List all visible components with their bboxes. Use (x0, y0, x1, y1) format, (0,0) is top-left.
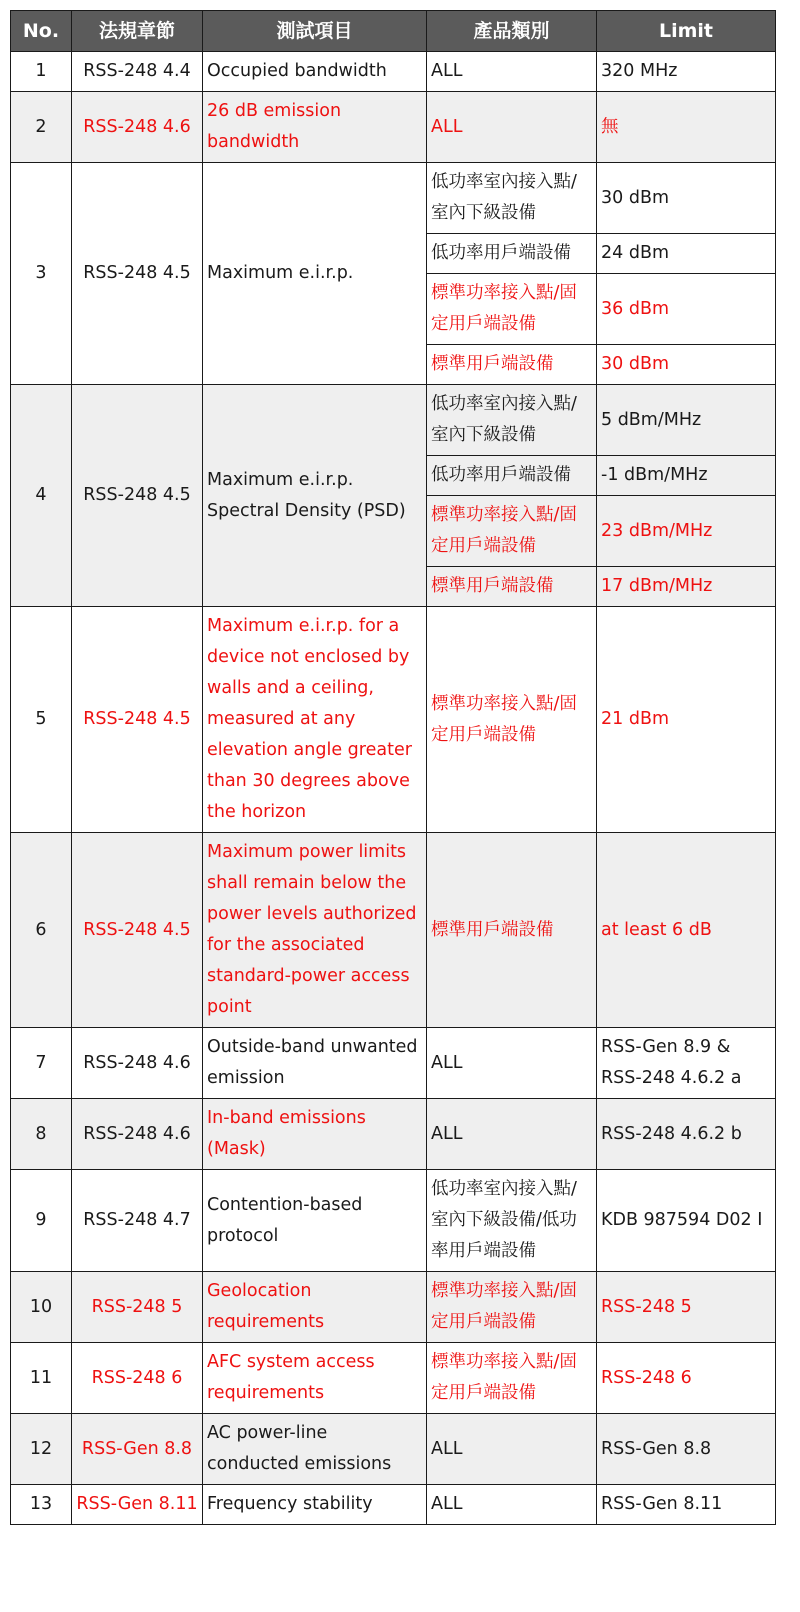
row-number: 2 (11, 92, 72, 163)
regulation-section: RSS-248 4.7 (72, 1170, 203, 1272)
limit-value: 36 dBm (597, 274, 776, 345)
regulation-section: RSS-Gen 8.11 (72, 1485, 203, 1525)
limit-value: 無 (597, 92, 776, 163)
row-number: 12 (11, 1414, 72, 1485)
test-item: Occupied bandwidth (203, 52, 427, 92)
table-row (11, 1170, 776, 1272)
limit-value: 30 dBm (597, 163, 776, 234)
table-row (11, 1272, 776, 1343)
table-row (11, 52, 776, 92)
limit-value: RSS-248 6 (597, 1343, 776, 1414)
rss-248-test-table-container (10, 10, 776, 1525)
header-limit: Limit (597, 11, 776, 52)
limit-value: 23 dBm/MHz (597, 496, 776, 567)
limit-value: 30 dBm (597, 345, 776, 385)
product-category: 低功率用戶端設備 (427, 456, 597, 496)
product-category: 標準功率接入點/固定用戶端設備 (427, 1272, 597, 1343)
header-product-category: 產品類別 (427, 11, 597, 52)
limit-value: at least 6 dB (597, 833, 776, 1028)
row-number: 5 (11, 607, 72, 833)
product-category: 標準功率接入點/固定用戶端設備 (427, 274, 597, 345)
product-category: ALL (427, 52, 597, 92)
row-number: 13 (11, 1485, 72, 1525)
regulation-section: RSS-248 5 (72, 1272, 203, 1343)
limit-value: 24 dBm (597, 234, 776, 274)
regulation-section: RSS-248 4.5 (72, 163, 203, 385)
limit-value: KDB 987594 D02 I (597, 1170, 776, 1272)
test-item: Frequency stability (203, 1485, 427, 1525)
rss-248-test-table (10, 10, 776, 1525)
product-category: 標準用戶端設備 (427, 567, 597, 607)
table-row (11, 833, 776, 1028)
product-category: 低功率室內接入點/室內下級設備 (427, 385, 597, 456)
test-item: Maximum power limits shall remain below the power levels authorized for the associated standard-power access point (203, 833, 427, 1028)
table-header-row (11, 11, 776, 52)
row-number: 8 (11, 1099, 72, 1170)
row-number: 11 (11, 1343, 72, 1414)
table-row (11, 1485, 776, 1525)
table-row (11, 1343, 776, 1414)
regulation-section: RSS-248 4.5 (72, 385, 203, 607)
product-category: 標準功率接入點/固定用戶端設備 (427, 496, 597, 567)
row-number: 6 (11, 833, 72, 1028)
row-number: 9 (11, 1170, 72, 1272)
test-item: Contention-based protocol (203, 1170, 427, 1272)
test-item: Maximum e.i.r.p. Spectral Density (PSD) (203, 385, 427, 607)
limit-value: RSS-Gen 8.11 (597, 1485, 776, 1525)
table-row (11, 163, 776, 234)
header-test-item: 測試項目 (203, 11, 427, 52)
row-number: 3 (11, 163, 72, 385)
product-category: ALL (427, 1099, 597, 1170)
product-category: 低功率用戶端設備 (427, 234, 597, 274)
test-item: Maximum e.i.r.p. for a device not enclosed by walls and a ceiling, measured at any elevation angle greater than 30 degrees above the horizon (203, 607, 427, 833)
table-row (11, 385, 776, 456)
row-number: 10 (11, 1272, 72, 1343)
table-row (11, 607, 776, 833)
regulation-section: RSS-248 4.4 (72, 52, 203, 92)
table-row (11, 1099, 776, 1170)
limit-value: RSS-248 5 (597, 1272, 776, 1343)
test-item: Maximum e.i.r.p. (203, 163, 427, 385)
product-category: 標準用戶端設備 (427, 833, 597, 1028)
product-category: 標準用戶端設備 (427, 345, 597, 385)
limit-value: 5 dBm/MHz (597, 385, 776, 456)
limit-value: RSS-248 4.6.2 b (597, 1099, 776, 1170)
test-item: Geolocation requirements (203, 1272, 427, 1343)
regulation-section: RSS-248 4.6 (72, 1028, 203, 1099)
regulation-section: RSS-248 6 (72, 1343, 203, 1414)
test-item: AC power-line conducted emissions (203, 1414, 427, 1485)
product-category: 低功率室內接入點/室內下級設備/低功率用戶端設備 (427, 1170, 597, 1272)
regulation-section: RSS-248 4.5 (72, 607, 203, 833)
test-item: 26 dB emission bandwidth (203, 92, 427, 163)
header-no: No. (11, 11, 72, 52)
regulation-section: RSS-248 4.5 (72, 833, 203, 1028)
test-item: Outside-band unwanted emission (203, 1028, 427, 1099)
limit-value: 320 MHz (597, 52, 776, 92)
limit-value: RSS-Gen 8.8 (597, 1414, 776, 1485)
product-category: 低功率室內接入點/室內下級設備 (427, 163, 597, 234)
product-category: ALL (427, 92, 597, 163)
table-row (11, 92, 776, 163)
row-number: 7 (11, 1028, 72, 1099)
row-number: 4 (11, 385, 72, 607)
product-category: 標準功率接入點/固定用戶端設備 (427, 1343, 597, 1414)
limit-value: -1 dBm/MHz (597, 456, 776, 496)
limit-value: RSS-Gen 8.9 & RSS-248 4.6.2 a (597, 1028, 776, 1099)
table-row (11, 1028, 776, 1099)
regulation-section: RSS-248 4.6 (72, 92, 203, 163)
product-category: 標準功率接入點/固定用戶端設備 (427, 607, 597, 833)
product-category: ALL (427, 1028, 597, 1099)
table-body (11, 52, 776, 1525)
regulation-section: RSS-248 4.6 (72, 1099, 203, 1170)
product-category: ALL (427, 1485, 597, 1525)
table-row (11, 1414, 776, 1485)
header-regulation-section: 法規章節 (72, 11, 203, 52)
limit-value: 21 dBm (597, 607, 776, 833)
product-category: ALL (427, 1414, 597, 1485)
test-item: In-band emissions (Mask) (203, 1099, 427, 1170)
test-item: AFC system access requirements (203, 1343, 427, 1414)
limit-value: 17 dBm/MHz (597, 567, 776, 607)
row-number: 1 (11, 52, 72, 92)
regulation-section: RSS-Gen 8.8 (72, 1414, 203, 1485)
